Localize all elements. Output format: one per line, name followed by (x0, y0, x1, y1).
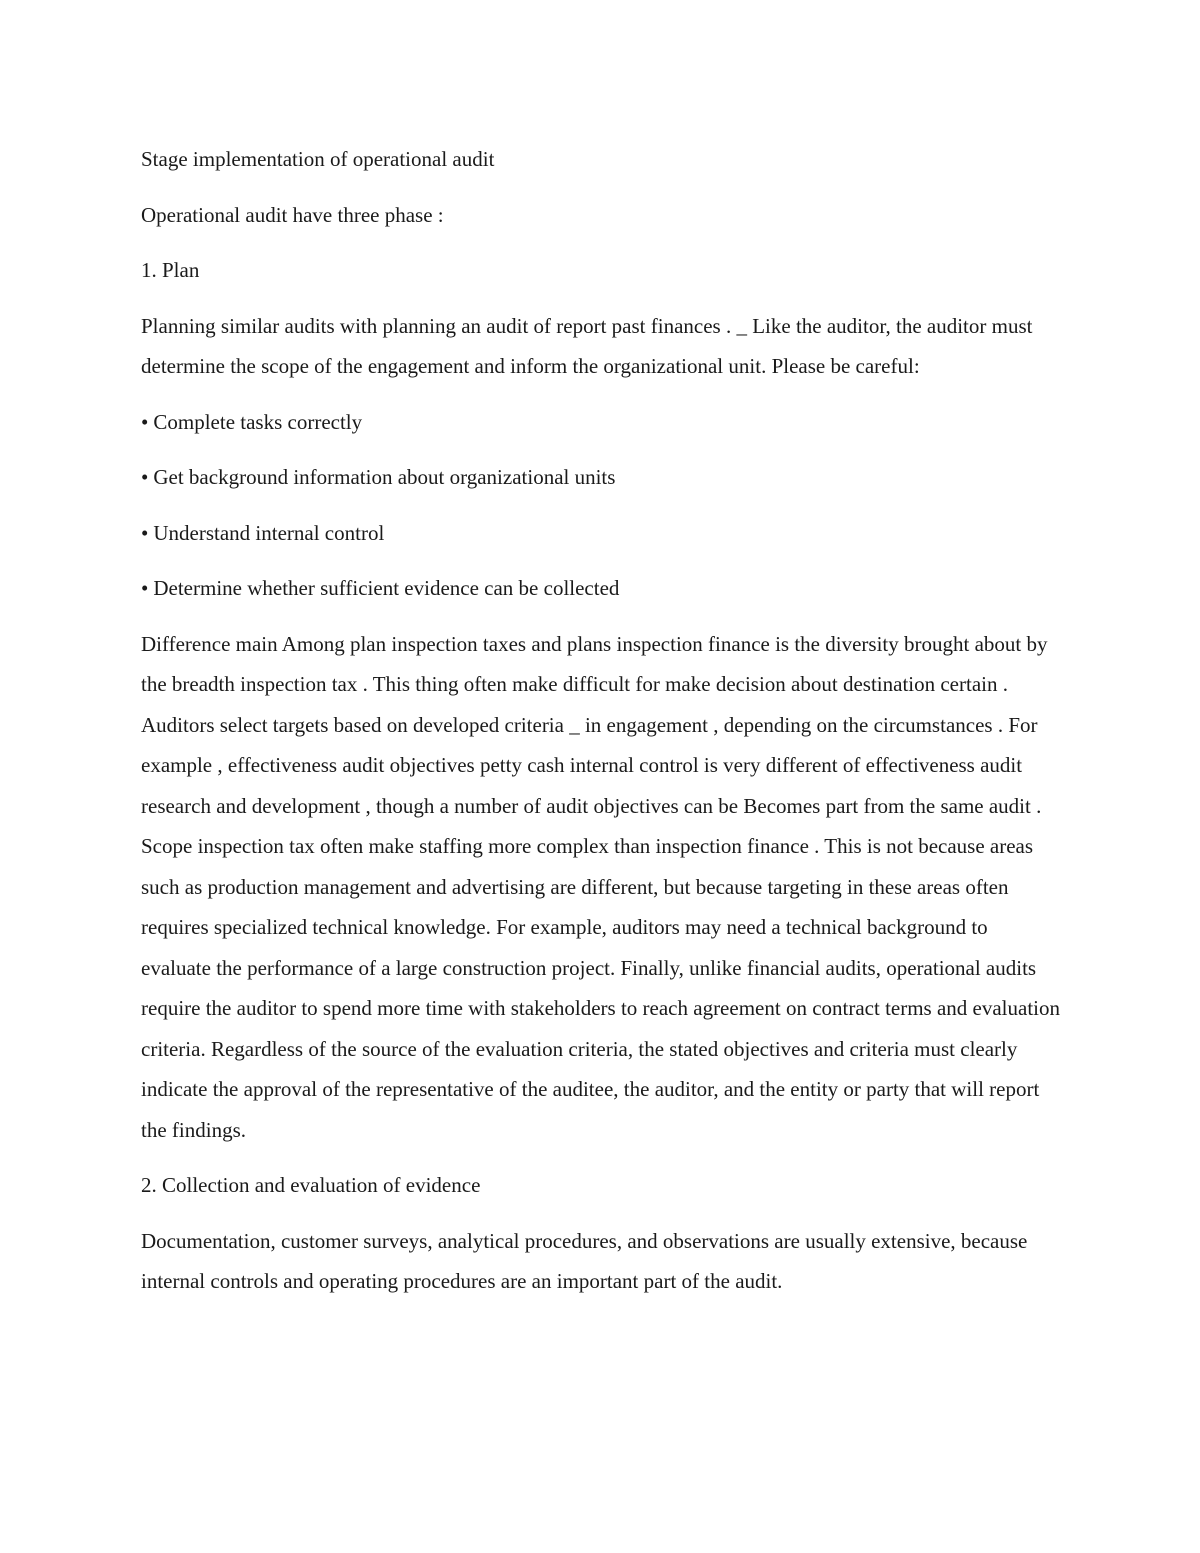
bullet-icon: • (141, 409, 149, 434)
list-item (141, 402, 1061, 443)
list-item (141, 457, 1061, 498)
list-item-text: Determine whether sufficient evidence can be collected (153, 576, 620, 600)
list-item-text: Understand internal control (153, 520, 385, 545)
intro-text: Operational audit have three phase : (141, 202, 444, 227)
list-item (141, 513, 1061, 554)
document-title: Stage implementation of operational audit (141, 147, 495, 171)
section-heading-evidence: 2. Collection and evaluation of evidence (141, 1173, 481, 1197)
list-item (141, 568, 1061, 609)
bullet-icon: • (141, 520, 149, 545)
bullet-icon: • (141, 576, 149, 600)
bullet-icon: • (141, 465, 149, 489)
plan-bullet-list (141, 402, 1061, 609)
difference-paragraph: Difference main Among plan inspection taxes and plans inspection finance is the diversity brought about by the breadth inspection tax . This thing often make difficult for make decision about destination certain . Auditors select targets based on developed criteria _ in engagement , depending on the circumstances . For example , effectiveness audit objectives petty cash internal control is very different of effectiveness audit research and development , though a number of audit objectives can be Becomes part from the same audit . Scope inspection tax often make staffing more complex than inspection finance . This is not because areas such as production management and advertising are different, but because targeting in these areas often requires specialized technical knowledge. For example, auditors may need a technical background to evaluate the performance of a large construction project. Finally, unlike financial audits, operational audits require the auditor to spend more time with stakeholders to reach agreement on contract terms and evaluation criteria. Regardless of the source of the evaluation criteria, the stated objectives and criteria must clearly indicate the approval of the representative of the auditee, the auditor, and the entity or party that will report the findings. (141, 631, 1061, 1142)
document-body (141, 139, 1061, 1317)
evidence-paragraph: Documentation, customer surveys, analytical procedures, and observations are usually extensive, because internal controls and operating procedures are an important part of the audit. (141, 1228, 1028, 1293)
list-item-text: Complete tasks correctly (153, 409, 363, 434)
section-heading-plan: 1. Plan (141, 258, 200, 282)
list-item-text: Get background information about organizational units (153, 465, 616, 489)
plan-paragraph: Planning similar audits with planning an audit of report past finances . _ Like the auditor, the auditor must determine the scope of the engagement and inform the organizational unit. Please be careful: (141, 313, 1033, 378)
